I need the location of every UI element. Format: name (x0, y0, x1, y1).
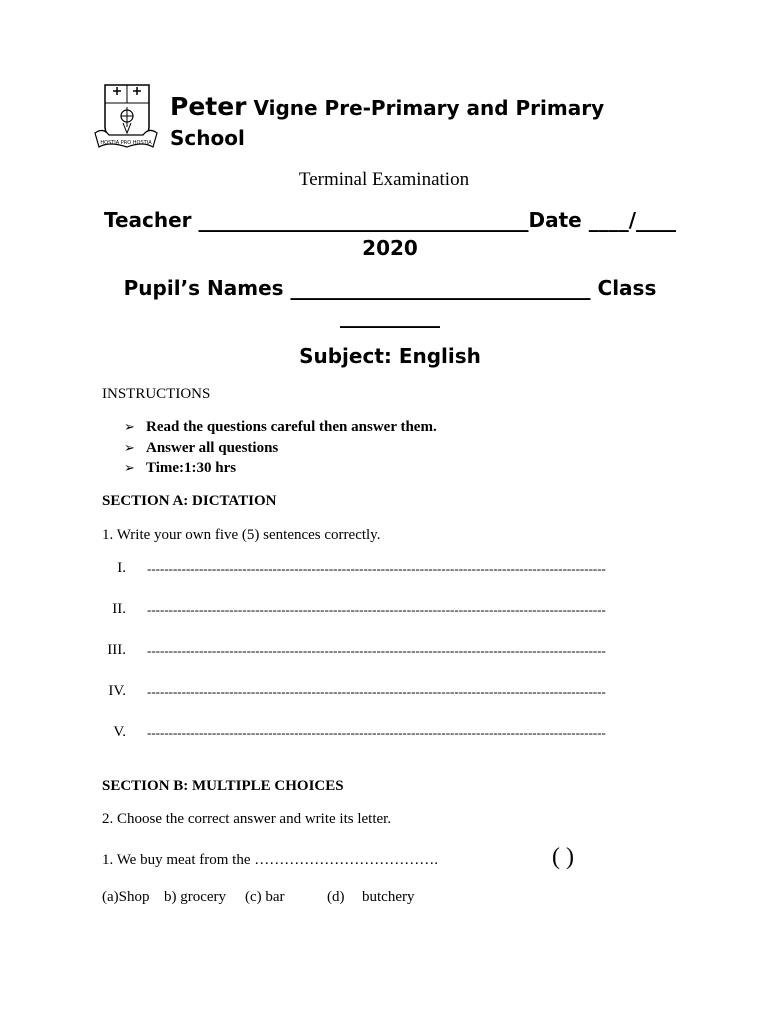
teacher-blank[interactable]: _________________________________ (198, 208, 529, 232)
numeral-4: IV. (108, 683, 126, 699)
choice-b[interactable]: b) grocery (164, 889, 227, 905)
instruction-item: ➢ Time:1:30 hrs (124, 460, 237, 476)
date-label: Date (528, 208, 582, 232)
school-name-rest: Vigne Pre-Primary and Primary School (170, 96, 605, 150)
answer-line-4[interactable]: ---------------------------------------------------------------------------------------------------------- (147, 684, 606, 699)
numeral-2: II. (112, 601, 126, 617)
school-crest-logo (93, 83, 159, 155)
crest-motto: HOSTIA PRO HOSTIA (100, 140, 152, 146)
arrow-bullet-icon: ➢ (124, 461, 135, 476)
date-blank[interactable]: ____/____ 2020 (362, 208, 677, 260)
pupil-label: Pupil’s Names (123, 276, 284, 300)
section-a-heading: SECTION A: DICTATION (102, 493, 277, 509)
answer-line-3[interactable]: ---------------------------------------------------------------------------------------------------------- (147, 643, 606, 658)
instruction-item: ➢ Read the questions careful then answer them. (124, 419, 437, 435)
question-2: 2. Choose the correct answer and write its letter. (102, 811, 392, 827)
numeral-5: V. (113, 724, 126, 740)
answer-parentheses[interactable]: ( ) (552, 844, 574, 870)
numeral-1: I. (117, 560, 126, 576)
numeral-3: III. (107, 642, 126, 658)
school-name-first: Peter (170, 92, 247, 121)
choice-c[interactable]: (c) bar (245, 889, 285, 905)
school-name (170, 92, 640, 153)
exam-title: Terminal Examination (298, 169, 470, 190)
choice-d-text[interactable]: butchery (362, 889, 415, 905)
answer-line-1[interactable]: ---------------------------------------------------------------------------------------------------------- (147, 561, 606, 576)
question-1: 1. Write your own five (5) sentences correctly. (102, 527, 381, 543)
choice-a[interactable]: (a)Shop (102, 889, 150, 905)
answer-line-5[interactable]: ---------------------------------------------------------------------------------------------------------- (147, 725, 606, 740)
instructions-heading: INSTRUCTIONS (102, 386, 211, 402)
teacher-date-field (90, 206, 690, 262)
answer-line-2[interactable]: ---------------------------------------------------------------------------------------------------------- (147, 602, 606, 617)
choice-d-letter[interactable]: (d) (327, 889, 345, 905)
pupil-blank[interactable]: ______________________________ (290, 276, 591, 300)
arrow-bullet-icon: ➢ (124, 420, 135, 435)
class-blank[interactable]: __________ (340, 304, 440, 328)
arrow-bullet-icon: ➢ (124, 441, 135, 456)
multiple-choice-item-1: 1. We buy meat from the ………………………………. (102, 852, 438, 868)
subject-title: Subject: English (299, 344, 481, 368)
section-b-heading: SECTION B: MULTIPLE CHOICES (102, 778, 344, 794)
teacher-label: Teacher (103, 208, 192, 232)
class-label: Class (597, 276, 657, 300)
pupil-class-field (90, 274, 690, 330)
instruction-item: ➢ Answer all questions (124, 440, 279, 456)
